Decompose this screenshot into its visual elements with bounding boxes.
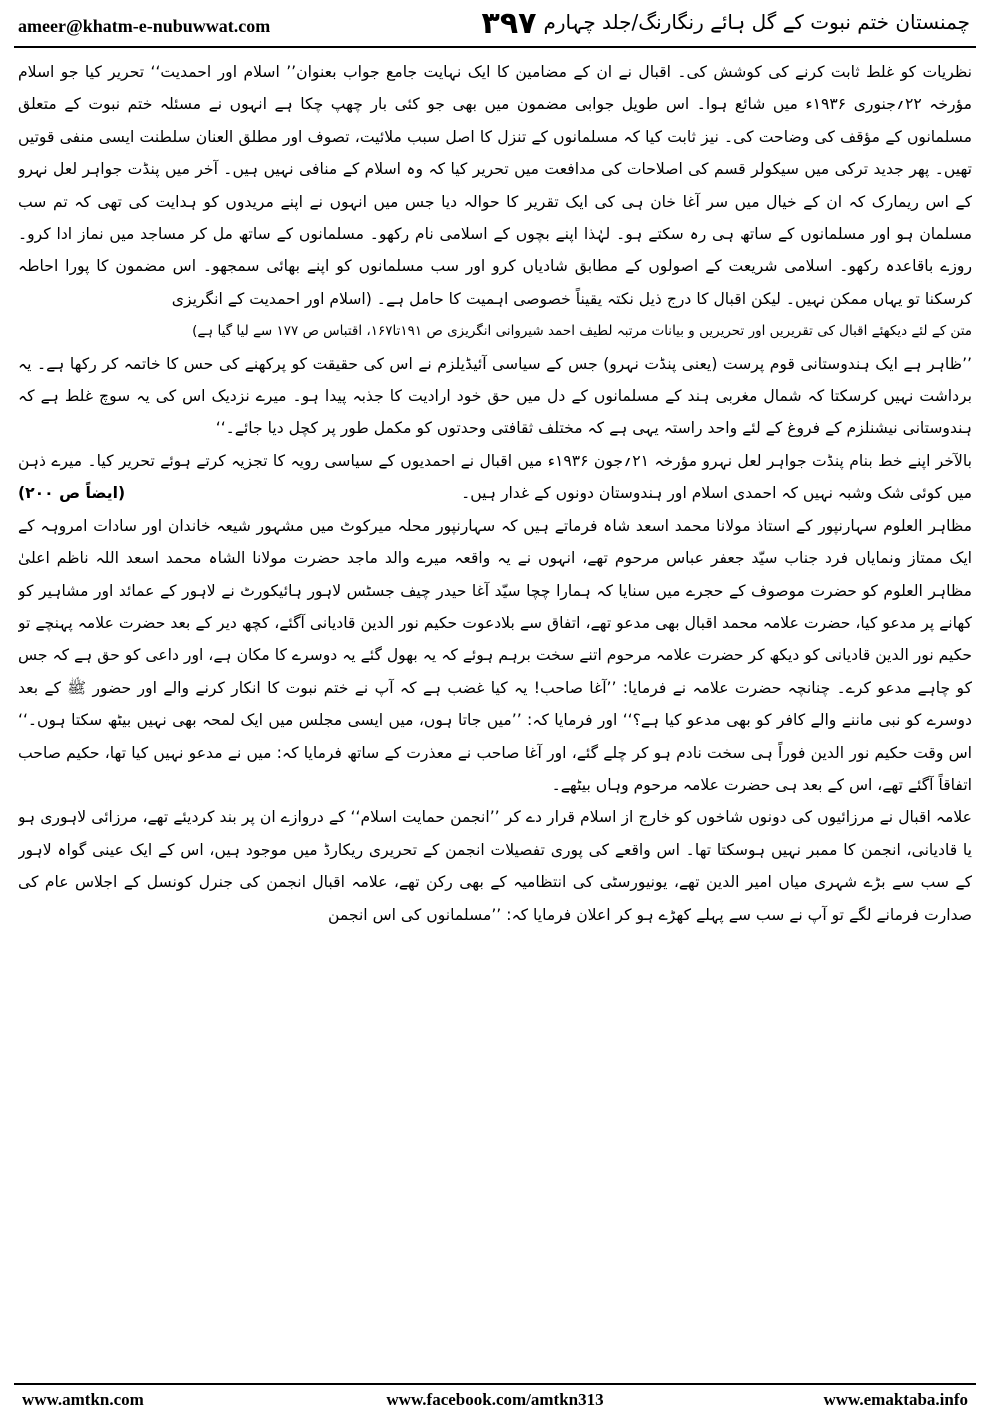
footer-link-amtkn[interactable]: www.amtkn.com bbox=[22, 1390, 144, 1409]
header-email[interactable]: ameer@khatm-e-nubuwwat.com bbox=[18, 16, 271, 36]
header-divider bbox=[14, 46, 976, 48]
paragraph-2-citation: (ایضاً ص ۲۰۰) bbox=[18, 484, 126, 503]
paragraph-1-reference: متن کے لئے دیکھئے اقبال کی تقریریں اور تحریریں و بیانات مرتبہ لطیف احمد شیروانی انگریزی ص ۱۹۱تا۱۶۷، اقتباس ص ۱۷۷ سے لیا گیا ہے) bbox=[192, 323, 972, 340]
paragraph-3: مظاہر العلوم سہارنپور کے استاذ مولانا محمد اسعد شاہ فرماتے ہیں کہ سہارنپور محلہ میرکوٹ میں مشہور شیعہ خاندان اور سادات امروہہ کے ایک ممتاز ونمایاں فرد جناب سیّد جعفر عباس مرحوم تھے، انہوں نے یہ واقعہ میرے والد ماجد حضرت مولانا الشاہ محمد اسعد اللہ ناظم اعلیٰ مظاہر العلوم کو حضرت موصوف کے حجرے میں سنایا کہ ہمارا چچا سیّد آغا حیدر چیف جسٹس لاہور ہائیکورٹ نے لاہور کے عمائد اور مشاہیر کو کھانے پر مدعو کیا، حضرت علامہ محمد اقبال بھی مدعو تھے، اتفاق سے بلادعوت حکیم نور الدین قادیانی آگئے، کچھ دیر کے بعد حضرت علامہ پہنچے تو حکیم نور الدین قادیانی کو دیکھ کر حضرت علامہ مرحوم اتنے سخت برہم ہوئے کہ یہ بھول گئے یہ دوسرے کا مکان ہے، اور داعی کو حق ہے کہ جس کو چاہے مدعو کرے۔ چنانچہ حضرت علامہ نے فرمایا: ’’آغا صاحب! یہ کیا غضب ہے کہ آپ نے ختم نبوت کا انکار کرنے والے اور حضور ﷺ کے بعد دوسرے کو نبی ماننے والے کافر کو بھی مدعو کیا ہے؟‘‘ اور فرمایا کہ: ’’میں جاتا ہوں، میں ایسی مجلس میں ایک لمحہ بھی نہیں بیٹھ سکتا ہوں۔‘‘ اس وقت حکیم نور الدین فوراً ہی سخت نادم ہو کر چلے گئے، اور آغا صاحب نے معذرت کے ساتھ فرمایا کہ: میں نے مدعو نہیں کیا تھا، حکیم صاحب اتفاقاً آگئے تھے، اس کے بعد ہی حضرت علامہ مرحوم وہاں بیٹھے۔ bbox=[18, 516, 972, 794]
paragraph-1: نظریات کو غلط ثابت کرنے کی کوشش کی۔ اقبال نے ان کے مضامین کا ایک نہایت جامع جواب بعنوان’’ اسلام اور احمدیت‘‘ تحریر کیا جو اسلام مؤرخہ ۲۲؍جنوری ۱۹۳۶ء میں شائع ہوا۔ اس طویل جوابی مضمون میں بھی جو کئی بار چھپ چکا ہے انہوں نے مسئلہ ختم نبوت کے متعلق مسلمانوں کے مؤقف کی وضاحت کی۔ نیز ثابت کیا کہ مسلمانوں کے تنزل کا اصل سبب ملائیت، تصوف اور مطلق العنان سلطنت ایسی منفی قوتیں تھیں۔ پھر جدید ترکی میں سیکولر قسم کی اصلاحات کی مدافعت میں تحریر کیا کہ وہ اسلام کے منافی نہیں ہیں۔ آخر میں پنڈت جواہر لعل نہرو کے اس ریمارک کہ ان کے خیال میں سر آغا خان ہی کی ایک تقریر کا حوالہ دیا جس میں انہوں نے اپنے مریدوں کو ہدایت کی تھی کہ تم سب مسلمان ہو اور مسلمانوں کے ساتھ ہی رہ سکتے ہو۔ لہٰذا اپنے بچوں کے اسلامی نام رکھو۔ مسلمانوں کے ساتھ مل کر مساجد میں نماز ادا کرو۔ روزے باقاعدہ رکھو۔ اسلامی شریعت کے اصولوں کے مطابق شادیاں کرو اور سب مسلمانوں کو اپنے بھائی سمجھو۔ اس مضمون کا پورا احاطہ کرسکنا تو یہاں ممکن نہیں۔ لیکن اقبال کا درج ذیل نکتہ یقیناً خصوصی اہمیت کا حامل ہے۔ (اسلام اور احمدیت کے انگریزی bbox=[18, 63, 972, 308]
iqbal-quote: ’’ظاہر ہے ایک ہندوستانی قوم پرست (یعنی پنڈت نہرو) جس کے سیاسی آئیڈیلزم نے اس کی حقیقت کو پرکھنے کی حس کا خاتمہ کر رکھا ہے۔ یہ برداشت نہیں کرسکتا کہ شمال مغربی ہند کے مسلمانوں کے دل میں حق خود ارادیت کا جذبہ پیدا ہو۔ میرے نزدیک اس کی یہ سوچ غلط ہے کہ ہندوستانی نیشنلزم کے فروغ کے لئے واحد راستہ یہی ہے کہ مختلف ثقافتی وحدتوں کو مکمل طور پر کچل دیا جائے۔‘‘ bbox=[18, 354, 972, 438]
paragraph-4: علامہ اقبال نے مرزائیوں کی دونوں شاخوں کو خارج از اسلام قرار دے کر ’’انجمن حمایت اسلام‘‘ کے دروازے ان پر بند کردیئے تھے، مرزائی لاہوری ہو یا قادیانی، انجمن کا ممبر نہیں ہوسکتا تھا۔ اس واقعے کی پوری تفصیلات انجمن کے تحریری ریکارڈ میں موجود ہیں، اس کے ایک عینی گواہ لاہور کے سب سے بڑے شہری میاں امیر الدین تھے، یونیورسٹی کی انتظامیہ کے بھی رکن تھے، علامہ اقبال انجمن کی جنرل کونسل کے اجلاس عام کی صدارت فرمانے لگے تو آپ نے سب سے پہلے کھڑے ہو کر اعلان فرمایا کہ: ’’مسلمانوں کی اس انجمن bbox=[18, 808, 972, 924]
footer-divider bbox=[14, 1383, 976, 1385]
footer-link-facebook[interactable]: www.facebook.com/amtkn313 bbox=[386, 1390, 604, 1409]
page-footer bbox=[14, 1390, 976, 1416]
footer-link-emaktaba[interactable]: www.emaktaba.info bbox=[823, 1390, 968, 1409]
paragraph-2 bbox=[18, 445, 972, 510]
page-header bbox=[14, 6, 976, 46]
paragraph-2-text: بالآخر اپنے خط بنام پنڈت جواہر لعل نہرو مؤرخہ ۲۱؍جون ۱۹۳۶ء میں اقبال نے احمدیوں کے سیاسی رویہ کا تجزیہ کرتے ہوئے تحریر کیا۔ میرے ذہن میں کوئی شک وشبہ نہیں کہ احمدی اسلام اور ہندوستان دونوں کے غدار ہیں۔ bbox=[18, 451, 972, 503]
page-number: ۳۹۷ bbox=[481, 6, 537, 41]
book-title: چمنستان ختم نبوت کے گل ہائے رنگارنگ/جلد چہارم bbox=[543, 10, 970, 34]
page-body bbox=[18, 56, 972, 1378]
